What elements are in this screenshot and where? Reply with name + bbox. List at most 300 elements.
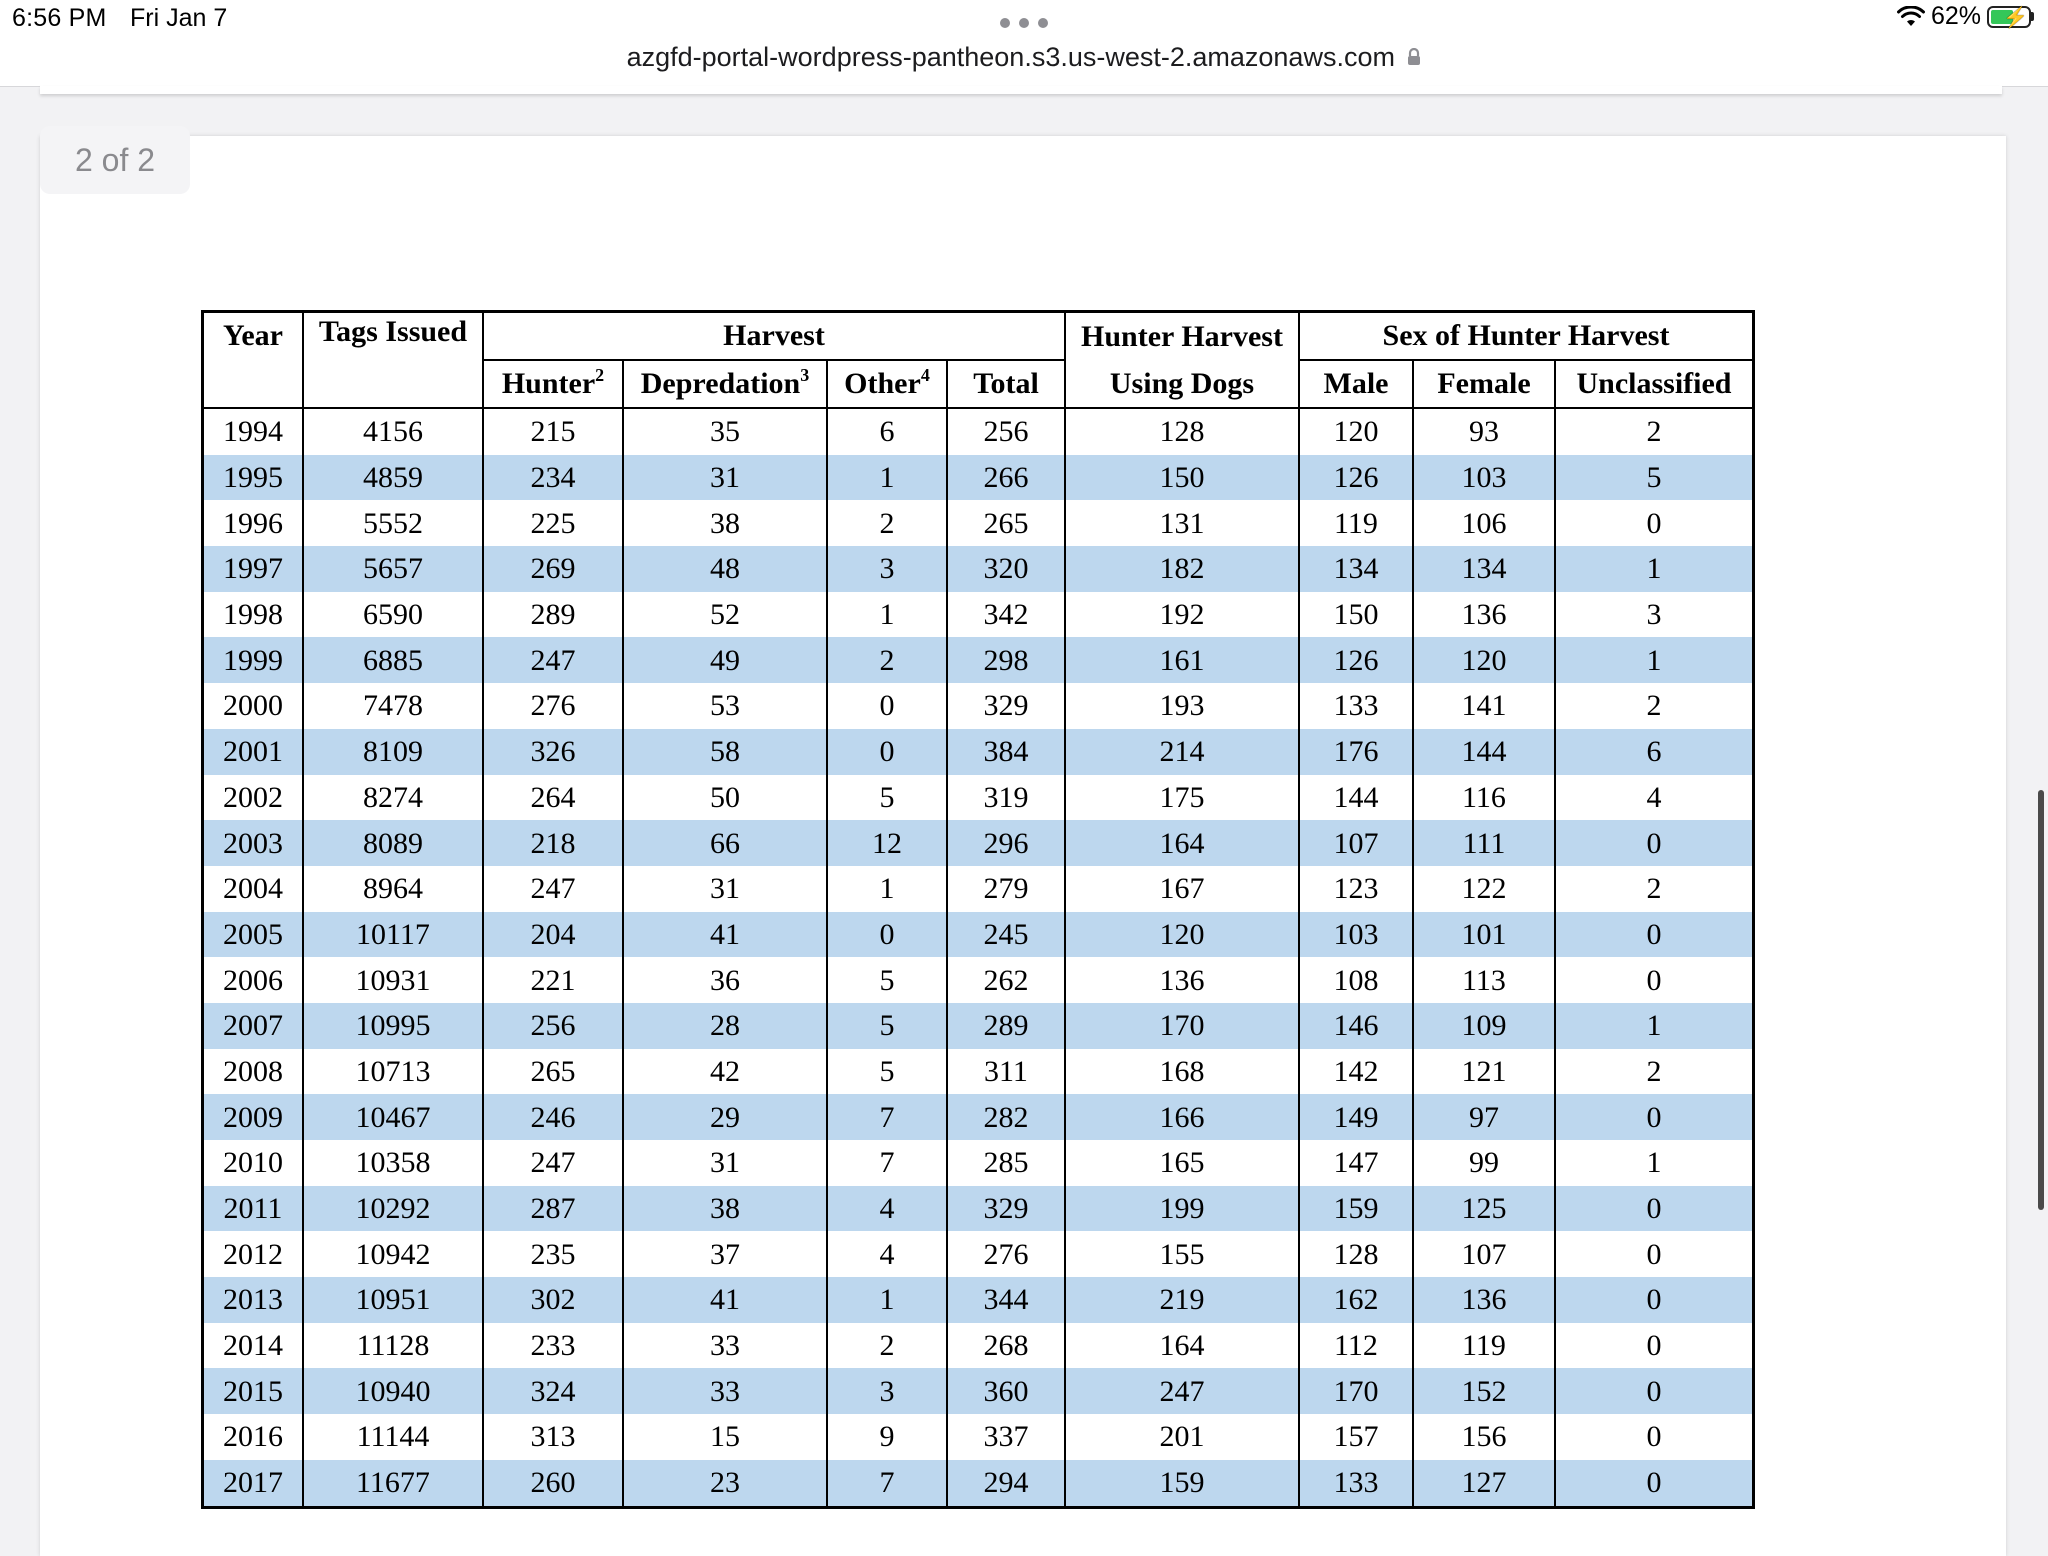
cell-hunter: 247 (483, 637, 623, 683)
cell-other: 4 (827, 1186, 947, 1232)
status-bar (0, 0, 2048, 42)
cell-male: 142 (1299, 1049, 1413, 1095)
cell-male: 144 (1299, 775, 1413, 821)
cell-year: 1996 (203, 500, 304, 546)
cell-hunter: 233 (483, 1323, 623, 1369)
cell-male: 150 (1299, 592, 1413, 638)
cell-male: 176 (1299, 729, 1413, 775)
cell-using-dogs: 165 (1065, 1140, 1299, 1186)
table-row (203, 912, 1754, 958)
cell-unclassified: 0 (1555, 1460, 1754, 1507)
header-sex: Sex of Hunter Harvest (1299, 312, 1754, 361)
cell-male: 133 (1299, 1460, 1413, 1507)
cell-other: 7 (827, 1094, 947, 1140)
header-other-label: Other (844, 367, 921, 400)
cell-hunter: 264 (483, 775, 623, 821)
cell-depredation: 29 (623, 1094, 827, 1140)
cell-tags-issued: 4859 (303, 455, 483, 501)
header-year: Year (203, 312, 304, 409)
cell-depredation: 33 (623, 1323, 827, 1369)
cell-using-dogs: 219 (1065, 1277, 1299, 1323)
cell-hunter: 221 (483, 957, 623, 1003)
header-tags-issued: Tags Issued (303, 312, 483, 409)
cell-year: 2012 (203, 1231, 304, 1277)
cell-total: 337 (947, 1414, 1065, 1460)
table-row (203, 683, 1754, 729)
cell-female: 144 (1413, 729, 1555, 775)
header-harvest: Harvest (483, 312, 1065, 361)
table-row (203, 500, 1754, 546)
cell-tags-issued: 5657 (303, 546, 483, 592)
cell-male: 133 (1299, 683, 1413, 729)
cell-total: 296 (947, 820, 1065, 866)
cell-tags-issued: 10940 (303, 1368, 483, 1414)
lock-icon (1407, 48, 1421, 71)
header-female: Female (1413, 360, 1555, 408)
cell-using-dogs: 128 (1065, 408, 1299, 455)
table-row (203, 957, 1754, 1003)
cell-total: 268 (947, 1323, 1065, 1369)
cell-female: 103 (1413, 455, 1555, 501)
cell-other: 7 (827, 1140, 947, 1186)
cell-using-dogs: 247 (1065, 1368, 1299, 1414)
cell-year: 2011 (203, 1186, 304, 1232)
table-row (203, 1460, 1754, 1507)
battery-cap (2031, 12, 2034, 21)
cell-unclassified: 6 (1555, 729, 1754, 775)
cell-tags-issued: 7478 (303, 683, 483, 729)
battery-icon: ⚡ (1987, 6, 2031, 28)
cell-year: 1997 (203, 546, 304, 592)
cell-year: 1999 (203, 637, 304, 683)
cell-total: 262 (947, 957, 1065, 1003)
cell-other: 1 (827, 455, 947, 501)
cell-hunter: 276 (483, 683, 623, 729)
cell-other: 5 (827, 775, 947, 821)
cell-depredation: 38 (623, 1186, 827, 1232)
table-row (203, 1049, 1754, 1095)
cell-hunter: 204 (483, 912, 623, 958)
cell-tags-issued: 6885 (303, 637, 483, 683)
cell-other: 0 (827, 912, 947, 958)
cell-male: 120 (1299, 408, 1413, 455)
cell-using-dogs: 155 (1065, 1231, 1299, 1277)
cell-male: 157 (1299, 1414, 1413, 1460)
cell-female: 156 (1413, 1414, 1555, 1460)
table-header-row (203, 312, 1754, 361)
url-text[interactable]: azgfd-portal-wordpress-pantheon.s3.us-west-2.amazonaws.com (626, 42, 1395, 72)
cell-tags-issued: 4156 (303, 408, 483, 455)
cell-depredation: 15 (623, 1414, 827, 1460)
cell-depredation: 53 (623, 683, 827, 729)
cell-male: 126 (1299, 455, 1413, 501)
cell-year: 2016 (203, 1414, 304, 1460)
cell-total: 329 (947, 683, 1065, 729)
status-time: 6:56 PM (12, 4, 107, 32)
cell-female: 122 (1413, 866, 1555, 912)
cell-using-dogs: 159 (1065, 1460, 1299, 1507)
cell-other: 0 (827, 683, 947, 729)
cell-unclassified: 2 (1555, 1049, 1754, 1095)
cell-depredation: 33 (623, 1368, 827, 1414)
cell-unclassified: 5 (1555, 455, 1754, 501)
cell-depredation: 31 (623, 1140, 827, 1186)
cell-female: 99 (1413, 1140, 1555, 1186)
cell-tags-issued: 10995 (303, 1003, 483, 1049)
cell-unclassified: 0 (1555, 1414, 1754, 1460)
cell-male: 162 (1299, 1277, 1413, 1323)
cell-hunter: 269 (483, 546, 623, 592)
header-other (827, 360, 947, 408)
cell-male: 128 (1299, 1231, 1413, 1277)
header-depredation (623, 360, 827, 408)
cell-other: 0 (827, 729, 947, 775)
table-row (203, 1414, 1754, 1460)
cell-total: 344 (947, 1277, 1065, 1323)
cell-female: 136 (1413, 1277, 1555, 1323)
table-row (203, 1323, 1754, 1369)
cell-total: 289 (947, 1003, 1065, 1049)
table-row (203, 1140, 1754, 1186)
cell-year: 1998 (203, 592, 304, 638)
cell-year: 2014 (203, 1323, 304, 1369)
cell-total: 360 (947, 1368, 1065, 1414)
cell-hunter: 247 (483, 866, 623, 912)
cell-hunter: 256 (483, 1003, 623, 1049)
status-date: Fri Jan 7 (130, 4, 228, 32)
cell-female: 127 (1413, 1460, 1555, 1507)
cell-other: 2 (827, 500, 947, 546)
table-row (203, 637, 1754, 683)
table-row (203, 820, 1754, 866)
cell-female: 106 (1413, 500, 1555, 546)
status-indicators (1897, 2, 2034, 31)
cell-male: 170 (1299, 1368, 1413, 1414)
cell-total: 311 (947, 1049, 1065, 1095)
cell-depredation: 31 (623, 455, 827, 501)
cell-female: 134 (1413, 546, 1555, 592)
cell-total: 276 (947, 1231, 1065, 1277)
cell-hunter: 225 (483, 500, 623, 546)
cell-male: 159 (1299, 1186, 1413, 1232)
cell-using-dogs: 214 (1065, 729, 1299, 775)
cell-male: 108 (1299, 957, 1413, 1003)
cell-other: 7 (827, 1460, 947, 1507)
cell-year: 2009 (203, 1094, 304, 1140)
header-hunter-label: Hunter (501, 367, 596, 400)
cell-unclassified: 0 (1555, 912, 1754, 958)
cell-other: 5 (827, 1049, 947, 1095)
cell-total: 294 (947, 1460, 1065, 1507)
header-hunter (483, 360, 623, 408)
cell-tags-issued: 10292 (303, 1186, 483, 1232)
table-row (203, 408, 1754, 455)
cell-unclassified: 2 (1555, 683, 1754, 729)
cell-using-dogs: 199 (1065, 1186, 1299, 1232)
cell-using-dogs: 167 (1065, 866, 1299, 912)
cell-unclassified: 0 (1555, 500, 1754, 546)
previous-page-edge (40, 86, 2002, 94)
cell-tags-issued: 10931 (303, 957, 483, 1003)
cell-female: 107 (1413, 1231, 1555, 1277)
cell-year: 2003 (203, 820, 304, 866)
cell-female: 119 (1413, 1323, 1555, 1369)
table-row (203, 729, 1754, 775)
cell-using-dogs: 201 (1065, 1414, 1299, 1460)
cell-unclassified: 0 (1555, 957, 1754, 1003)
table-row (203, 592, 1754, 638)
cell-hunter: 289 (483, 592, 623, 638)
cell-year: 2005 (203, 912, 304, 958)
cell-female: 113 (1413, 957, 1555, 1003)
cell-hunter: 234 (483, 455, 623, 501)
header-unclassified: Unclassified (1555, 360, 1754, 408)
cell-unclassified: 0 (1555, 1323, 1754, 1369)
cell-tags-issued: 5552 (303, 500, 483, 546)
cell-unclassified: 0 (1555, 1186, 1754, 1232)
cell-other: 9 (827, 1414, 947, 1460)
cell-year: 2000 (203, 683, 304, 729)
cell-female: 111 (1413, 820, 1555, 866)
header-total: Total (947, 360, 1065, 408)
cell-unclassified: 1 (1555, 1003, 1754, 1049)
cell-male: 112 (1299, 1323, 1413, 1369)
cell-other: 5 (827, 957, 947, 1003)
cell-unclassified: 0 (1555, 1368, 1754, 1414)
cell-using-dogs: 170 (1065, 1003, 1299, 1049)
cell-total: 384 (947, 729, 1065, 775)
cell-using-dogs: 166 (1065, 1094, 1299, 1140)
cell-year: 2007 (203, 1003, 304, 1049)
cell-depredation: 58 (623, 729, 827, 775)
cell-unclassified: 0 (1555, 1094, 1754, 1140)
cell-year: 1994 (203, 408, 304, 455)
cell-year: 2001 (203, 729, 304, 775)
cell-unclassified: 3 (1555, 592, 1754, 638)
cell-year: 2006 (203, 957, 304, 1003)
cell-depredation: 35 (623, 408, 827, 455)
table-row (203, 546, 1754, 592)
cell-other: 3 (827, 546, 947, 592)
cell-female: 121 (1413, 1049, 1555, 1095)
cell-tags-issued: 10951 (303, 1277, 483, 1323)
cell-depredation: 50 (623, 775, 827, 821)
cell-depredation: 31 (623, 866, 827, 912)
table-row (203, 1368, 1754, 1414)
cell-hunter: 313 (483, 1414, 623, 1460)
cell-using-dogs: 192 (1065, 592, 1299, 638)
cell-depredation: 66 (623, 820, 827, 866)
cell-year: 2002 (203, 775, 304, 821)
cell-depredation: 38 (623, 500, 827, 546)
cell-total: 298 (947, 637, 1065, 683)
cell-tags-issued: 11144 (303, 1414, 483, 1460)
table-row (203, 775, 1754, 821)
cell-total: 285 (947, 1140, 1065, 1186)
cell-using-dogs: 161 (1065, 637, 1299, 683)
cell-hunter: 247 (483, 1140, 623, 1186)
cell-year: 2017 (203, 1460, 304, 1507)
cell-tags-issued: 6590 (303, 592, 483, 638)
cell-other: 1 (827, 1277, 947, 1323)
cell-unclassified: 2 (1555, 408, 1754, 455)
cell-other: 4 (827, 1231, 947, 1277)
header-dogs-line2: Using Dogs (1065, 360, 1299, 408)
cell-tags-issued: 8964 (303, 866, 483, 912)
table-row (203, 1003, 1754, 1049)
cell-year: 2010 (203, 1140, 304, 1186)
cell-tags-issued: 8274 (303, 775, 483, 821)
cell-total: 319 (947, 775, 1065, 821)
battery-percent: 62% (1930, 2, 1981, 30)
cell-hunter: 287 (483, 1186, 623, 1232)
cell-depredation: 41 (623, 1277, 827, 1323)
cell-hunter: 218 (483, 820, 623, 866)
scroll-indicator[interactable] (2038, 790, 2044, 1210)
cell-female: 136 (1413, 592, 1555, 638)
cell-other: 6 (827, 408, 947, 455)
cell-male: 149 (1299, 1094, 1413, 1140)
cell-using-dogs: 168 (1065, 1049, 1299, 1095)
cell-depredation: 42 (623, 1049, 827, 1095)
cell-other: 5 (827, 1003, 947, 1049)
cell-using-dogs: 150 (1065, 455, 1299, 501)
cell-hunter: 326 (483, 729, 623, 775)
cell-other: 3 (827, 1368, 947, 1414)
header-male: Male (1299, 360, 1413, 408)
cell-total: 266 (947, 455, 1065, 501)
cell-year: 2013 (203, 1277, 304, 1323)
cell-tags-issued: 11128 (303, 1323, 483, 1369)
cell-depredation: 37 (623, 1231, 827, 1277)
table-row (203, 1094, 1754, 1140)
cell-male: 103 (1299, 912, 1413, 958)
cell-male: 119 (1299, 500, 1413, 546)
cell-tags-issued: 10467 (303, 1094, 483, 1140)
cell-male: 134 (1299, 546, 1413, 592)
cell-unclassified: 1 (1555, 546, 1754, 592)
cell-using-dogs: 136 (1065, 957, 1299, 1003)
cell-depredation: 28 (623, 1003, 827, 1049)
cell-tags-issued: 10713 (303, 1049, 483, 1095)
cell-hunter: 265 (483, 1049, 623, 1095)
cell-female: 152 (1413, 1368, 1555, 1414)
cell-unclassified: 0 (1555, 820, 1754, 866)
cell-female: 120 (1413, 637, 1555, 683)
address-bar[interactable] (0, 42, 2048, 87)
cell-using-dogs: 182 (1065, 546, 1299, 592)
cell-using-dogs: 131 (1065, 500, 1299, 546)
cell-depredation: 52 (623, 592, 827, 638)
cell-depredation: 49 (623, 637, 827, 683)
header-dogs-line1: Hunter Harvest (1065, 312, 1299, 361)
cell-using-dogs: 164 (1065, 1323, 1299, 1369)
cell-female: 141 (1413, 683, 1555, 729)
cell-total: 265 (947, 500, 1065, 546)
cell-female: 109 (1413, 1003, 1555, 1049)
cell-total: 329 (947, 1186, 1065, 1232)
cell-other: 12 (827, 820, 947, 866)
cell-other: 1 (827, 592, 947, 638)
cell-hunter: 302 (483, 1277, 623, 1323)
multitasking-dots-icon[interactable] (1000, 18, 1048, 30)
cell-hunter: 260 (483, 1460, 623, 1507)
cell-tags-issued: 10117 (303, 912, 483, 958)
table-row (203, 455, 1754, 501)
cell-unclassified: 4 (1555, 775, 1754, 821)
cell-total: 282 (947, 1094, 1065, 1140)
cell-depredation: 48 (623, 546, 827, 592)
cell-female: 116 (1413, 775, 1555, 821)
table-row (203, 866, 1754, 912)
cell-tags-issued: 10942 (303, 1231, 483, 1277)
harvest-table (201, 310, 1755, 1509)
cell-tags-issued: 8109 (303, 729, 483, 775)
table-row (203, 1186, 1754, 1232)
table-row (203, 1277, 1754, 1323)
cell-unclassified: 2 (1555, 866, 1754, 912)
cell-total: 342 (947, 592, 1065, 638)
cell-total: 279 (947, 866, 1065, 912)
cell-hunter: 235 (483, 1231, 623, 1277)
wifi-icon (1897, 6, 1925, 28)
cell-female: 125 (1413, 1186, 1555, 1232)
cell-total: 320 (947, 546, 1065, 592)
cell-total: 256 (947, 408, 1065, 455)
cell-female: 93 (1413, 408, 1555, 455)
cell-year: 2008 (203, 1049, 304, 1095)
cell-female: 97 (1413, 1094, 1555, 1140)
cell-tags-issued: 10358 (303, 1140, 483, 1186)
page-indicator: 2 of 2 (40, 126, 190, 194)
footnote-4: 4 (920, 365, 930, 385)
cell-tags-issued: 11677 (303, 1460, 483, 1507)
cell-other: 2 (827, 1323, 947, 1369)
cell-male: 107 (1299, 820, 1413, 866)
cell-total: 245 (947, 912, 1065, 958)
cell-tags-issued: 8089 (303, 820, 483, 866)
cell-female: 101 (1413, 912, 1555, 958)
cell-depredation: 41 (623, 912, 827, 958)
cell-year: 1995 (203, 455, 304, 501)
footnote-3: 3 (800, 365, 810, 385)
cell-male: 147 (1299, 1140, 1413, 1186)
cell-using-dogs: 120 (1065, 912, 1299, 958)
footnote-2: 2 (595, 365, 605, 385)
cell-year: 2015 (203, 1368, 304, 1414)
cell-using-dogs: 175 (1065, 775, 1299, 821)
cell-unclassified: 1 (1555, 1140, 1754, 1186)
cell-depredation: 36 (623, 957, 827, 1003)
cell-unclassified: 1 (1555, 637, 1754, 683)
cell-hunter: 246 (483, 1094, 623, 1140)
cell-unclassified: 0 (1555, 1231, 1754, 1277)
cell-male: 146 (1299, 1003, 1413, 1049)
cell-male: 123 (1299, 866, 1413, 912)
cell-other: 1 (827, 866, 947, 912)
header-depredation-label: Depredation (640, 367, 801, 400)
cell-depredation: 23 (623, 1460, 827, 1507)
cell-male: 126 (1299, 637, 1413, 683)
cell-other: 2 (827, 637, 947, 683)
cell-hunter: 215 (483, 408, 623, 455)
cell-year: 2004 (203, 866, 304, 912)
table-body (203, 408, 1754, 1507)
cell-using-dogs: 164 (1065, 820, 1299, 866)
cell-using-dogs: 193 (1065, 683, 1299, 729)
table-row (203, 1231, 1754, 1277)
cell-hunter: 324 (483, 1368, 623, 1414)
